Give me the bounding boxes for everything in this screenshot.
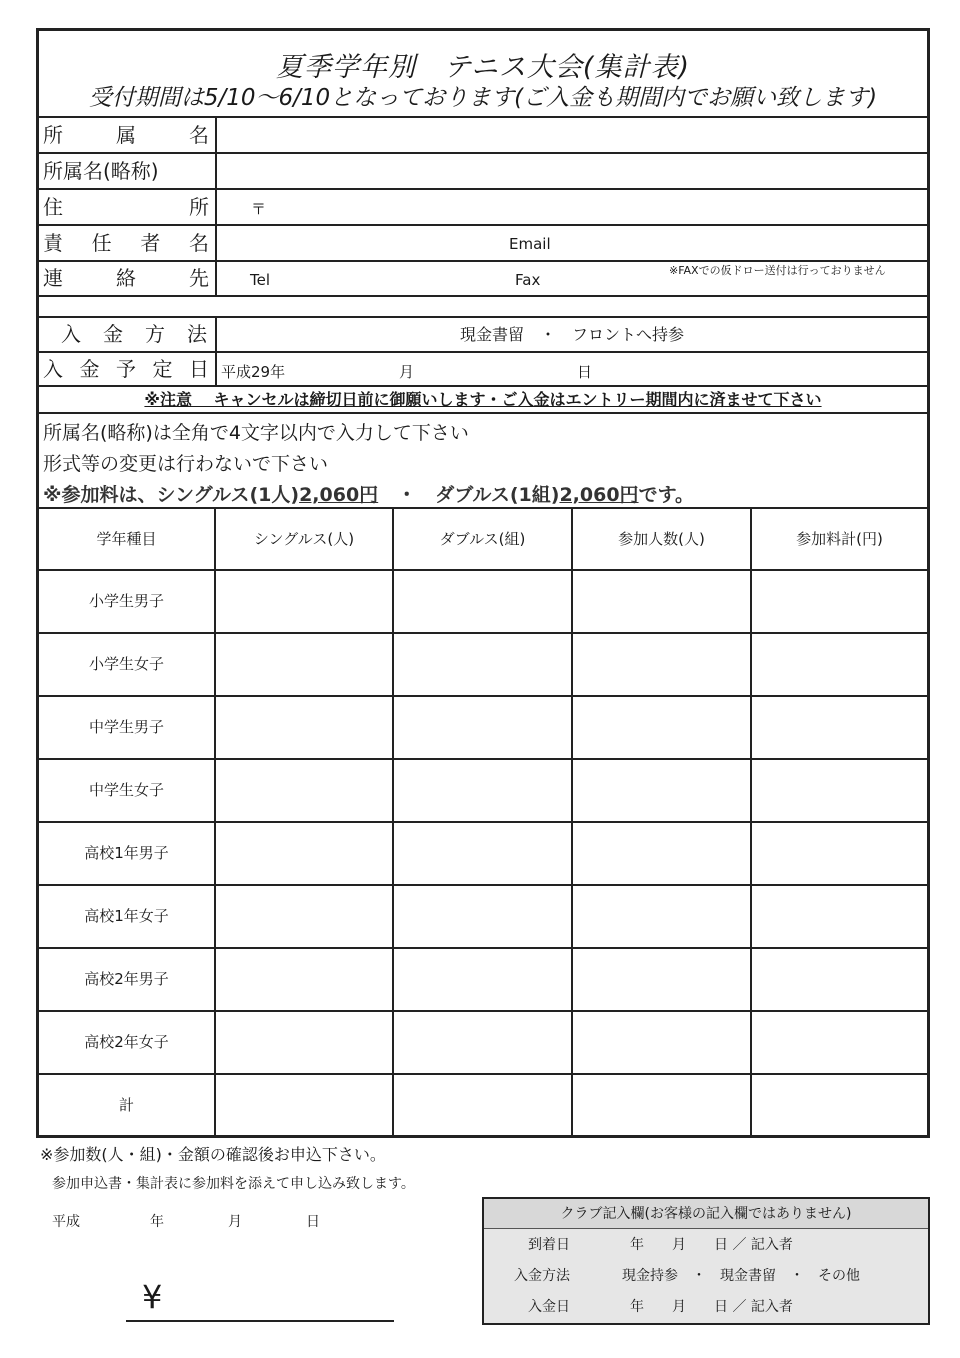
table-row-label: 高校2年女子 <box>84 1033 169 1051</box>
amount-underline <box>126 1320 394 1322</box>
payment-day-label: 入金日 <box>528 1299 570 1315</box>
footer-note-1: ※参加数(人・組)・金額の確認後お申込下さい。 <box>40 1145 386 1164</box>
note-line-3: ※参加料は、シングルス(1人)2,060円 ・ ダブルス(1組)2,060円です。 <box>43 484 695 506</box>
label-responsible-person: 責 任 者 名 <box>43 231 209 255</box>
caution-note: ※注意 キャンセルは締切日前に御願いします・ご入金はエントリー期間内に済ませて下さい <box>144 390 822 409</box>
footer-note-2: 参加申込書・集計表に参加料を添えて申し込み致します。 <box>52 1176 415 1192</box>
doubles-fee: 2,060円 <box>559 484 639 506</box>
fax-note: ※FAXでの仮ドロー送付は行っておりません <box>669 264 886 277</box>
postal-mark: 〒 <box>251 200 267 218</box>
table-row-label: 高校1年男子 <box>84 844 169 862</box>
table-row-label: 小学生男子 <box>88 592 164 610</box>
club-box-title: クラブ記入欄(お客様の記入欄ではありません) <box>484 1199 928 1229</box>
payment-date-era: 平成29年 <box>221 363 286 381</box>
label-payment-method: 入 金 方 法 <box>61 322 207 346</box>
header-grade-event: 学年種目 <box>96 530 157 548</box>
fax-label: Fax <box>515 271 541 289</box>
footer-date-day: 日 <box>306 1214 320 1230</box>
affiliation-field[interactable] <box>217 118 927 152</box>
footer-date-era: 平成 <box>52 1214 80 1230</box>
header-participants: 参加人数(人) <box>618 530 705 548</box>
form-subtitle: 受付期間は5/10〜6/10となっております(ご入金も期間内でお願い致します) <box>88 85 878 111</box>
table-row-label: 中学生女子 <box>88 781 164 799</box>
rule <box>39 295 927 297</box>
payment-method-label: 入金方法 <box>514 1268 570 1284</box>
label-affiliation-short: 所属名(略称) <box>43 159 159 183</box>
label-contact: 連 絡 先 <box>43 266 209 290</box>
contact-field[interactable] <box>217 262 927 295</box>
footer-date-year: 年 <box>150 1214 164 1230</box>
table-row-label: 中学生男子 <box>88 718 164 736</box>
arrival-date-value: 年 月 日 ／ 記入者 <box>630 1237 793 1253</box>
form-frame <box>36 28 930 1138</box>
header-singles: シングルス(人) <box>253 530 355 548</box>
email-label: Email <box>509 235 551 253</box>
club-box-body <box>484 1229 928 1323</box>
table-row-label: 高校1年女子 <box>84 907 169 925</box>
table-row-label: 高校2年男子 <box>84 970 169 988</box>
label-affiliation: 所 属 名 <box>43 123 209 147</box>
header-fee-total: 参加料計(円) <box>796 530 883 548</box>
note-line-2: 形式等の変更は行わないで下さい <box>43 453 329 475</box>
payment-date-field[interactable] <box>217 353 927 385</box>
payment-date-day: 日 <box>577 363 593 381</box>
table-row-label-total: 計 <box>118 1096 134 1114</box>
note-line-1: 所属名(略称)は全角で4文字以内で入力して下さい <box>43 422 469 444</box>
payment-method-value: 現金書留 ・ フロントへ持参 <box>459 325 684 344</box>
header-doubles: ダブルス(組) <box>439 530 526 548</box>
club-use-box <box>482 1197 930 1325</box>
form-title: 夏季学年別 テニス大会(集計表) <box>276 52 690 83</box>
responsible-person-field[interactable] <box>217 226 927 260</box>
affiliation-short-field[interactable] <box>217 154 927 188</box>
address-field[interactable] <box>217 190 927 224</box>
payment-method-options: 現金持参 ・ 現金書留 ・ その他 <box>622 1268 860 1284</box>
singles-fee: 2,060円 <box>299 484 379 506</box>
label-address: 住 所 <box>43 195 209 219</box>
table-row-label: 小学生女子 <box>88 655 164 673</box>
yen-sign: ¥ <box>142 1278 163 1316</box>
tel-label: Tel <box>250 271 271 289</box>
footer-date-month: 月 <box>228 1214 242 1230</box>
arrival-date-label: 到着日 <box>528 1237 570 1253</box>
rule <box>39 412 927 414</box>
payment-day-value: 年 月 日 ／ 記入者 <box>630 1299 793 1315</box>
label-payment-date: 入 金 予 定 日 <box>43 357 209 381</box>
entry-table <box>39 509 927 1135</box>
payment-date-month: 月 <box>399 363 415 381</box>
